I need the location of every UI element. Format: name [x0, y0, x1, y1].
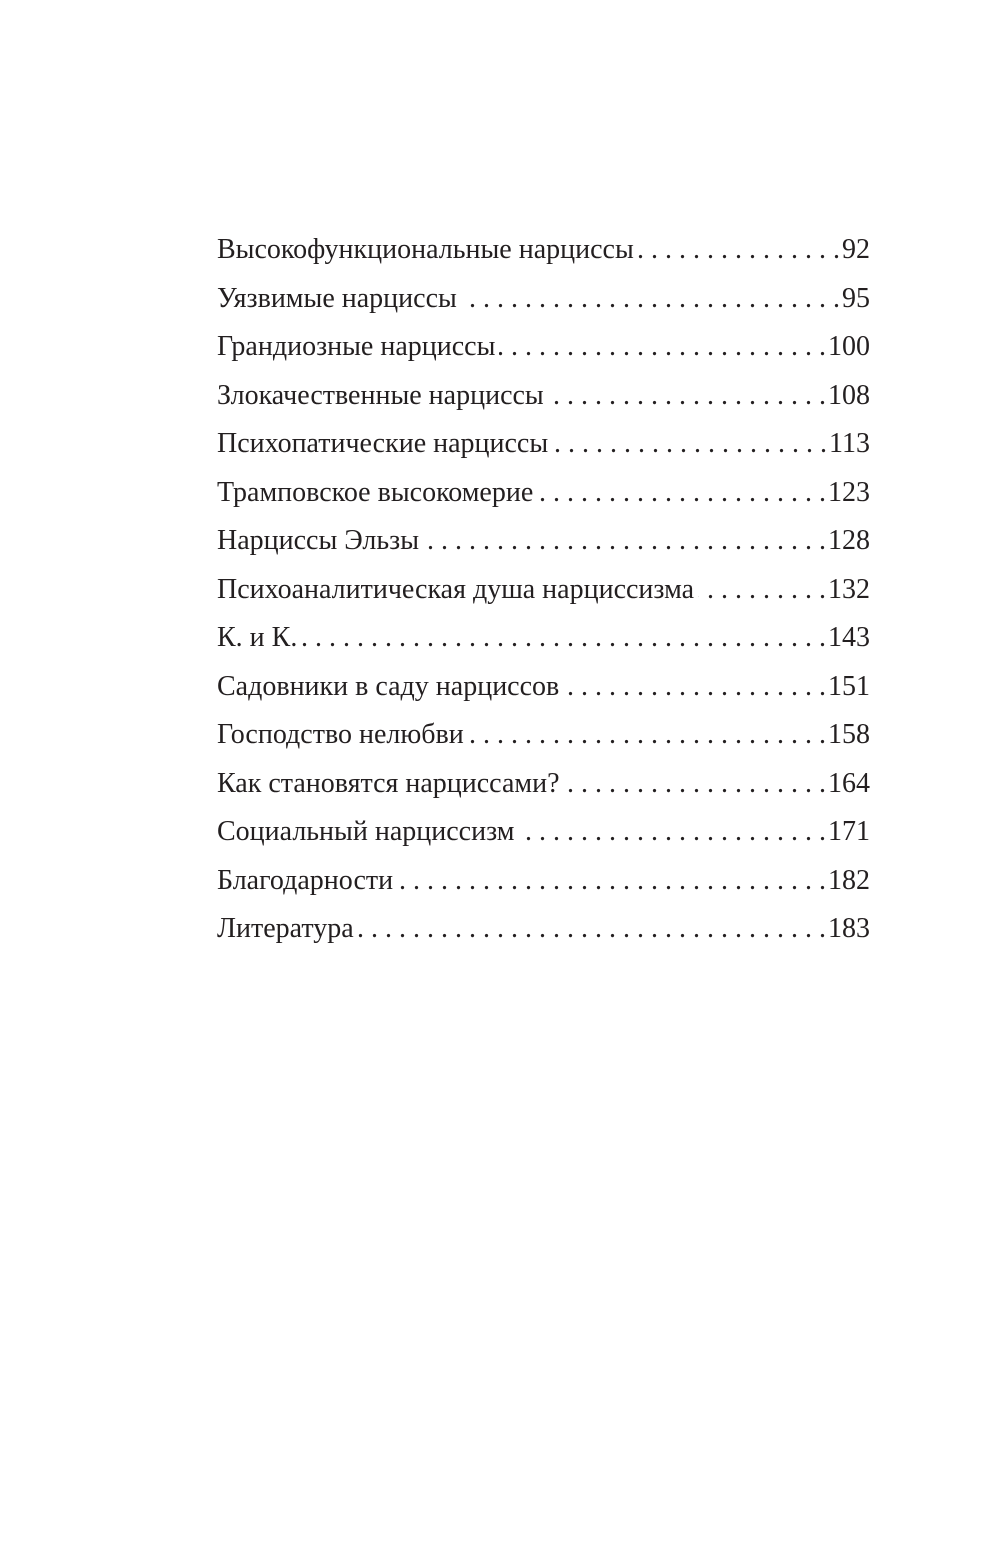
toc-entry-title: Садовники в саду нарциссов — [217, 670, 560, 702]
dot-leader — [423, 521, 826, 561]
toc-entry-title: Как становятся нарциссами? — [217, 767, 560, 799]
toc-entry-page: 108 — [828, 379, 870, 411]
toc-entry-page: 158 — [828, 719, 870, 750]
toc-entry-page: 143 — [828, 622, 870, 653]
toc-entry-title: Социальный нарциссизм — [217, 816, 515, 847]
toc-entry-page: 164 — [828, 767, 870, 799]
dot-leader — [548, 376, 826, 416]
toc-entry — [217, 376, 870, 425]
toc-entry-title: Литература — [217, 913, 354, 944]
dot-leader — [499, 327, 826, 367]
toc-entry-page: 113 — [829, 428, 870, 459]
toc-entry — [217, 764, 870, 813]
toc-entry-title: Уязвимые нарциссы — [217, 282, 457, 314]
dot-leader — [564, 764, 826, 804]
toc-entry-page: 128 — [828, 525, 870, 556]
toc-entry-page: 100 — [828, 331, 870, 362]
toc-entry-title: Благодарности — [217, 864, 394, 896]
toc-entry-page: 132 — [828, 573, 870, 605]
toc-entry — [217, 327, 870, 376]
toc-entry-title: Трамповское высокомерие — [217, 476, 534, 508]
toc-entry-page: 95 — [842, 282, 870, 314]
toc-entry-page: 123 — [828, 476, 870, 508]
toc-entry-title: Господство нелюбви — [217, 719, 464, 750]
toc-entry — [217, 279, 870, 328]
table-of-contents — [217, 230, 870, 958]
toc-entry — [217, 521, 870, 570]
toc-entry-title: Психоаналитическая душа нарциссизма — [217, 573, 695, 605]
dot-leader — [358, 909, 826, 949]
toc-entry — [217, 473, 870, 522]
dot-leader — [468, 715, 826, 755]
toc-entry-title: Психопатические нарциссы — [217, 428, 549, 459]
toc-entry-page: 182 — [828, 864, 870, 896]
toc-entry — [217, 812, 870, 861]
toc-entry — [217, 667, 870, 716]
toc-entry — [217, 230, 870, 279]
toc-entry-title: Грандиозные нарциссы — [217, 331, 496, 362]
toc-entry-page: 183 — [828, 913, 870, 944]
dot-leader — [698, 570, 826, 610]
dot-leader — [397, 861, 826, 901]
toc-entry-title: К. и К. — [217, 622, 298, 653]
toc-entry — [217, 715, 870, 764]
toc-entry-page: 171 — [828, 816, 870, 847]
toc-entry-page: 151 — [828, 670, 870, 702]
dot-leader — [552, 424, 827, 464]
dot-leader — [301, 618, 826, 658]
toc-entry-title: Высокофункциональные нарциссы — [217, 234, 634, 265]
toc-entry-title: Злокачественные нарциссы — [217, 379, 544, 411]
dot-leader — [537, 473, 826, 513]
toc-entry — [217, 618, 870, 667]
dot-leader — [461, 279, 840, 319]
dot-leader — [563, 667, 826, 707]
toc-entry-title: Нарциссы Эльзы — [217, 525, 420, 556]
toc-entry — [217, 861, 870, 910]
toc-entry — [217, 570, 870, 619]
toc-entry-page: 92 — [842, 234, 870, 265]
dot-leader — [518, 812, 826, 852]
toc-entry — [217, 909, 870, 958]
toc-entry — [217, 424, 870, 473]
dot-leader — [638, 230, 840, 270]
